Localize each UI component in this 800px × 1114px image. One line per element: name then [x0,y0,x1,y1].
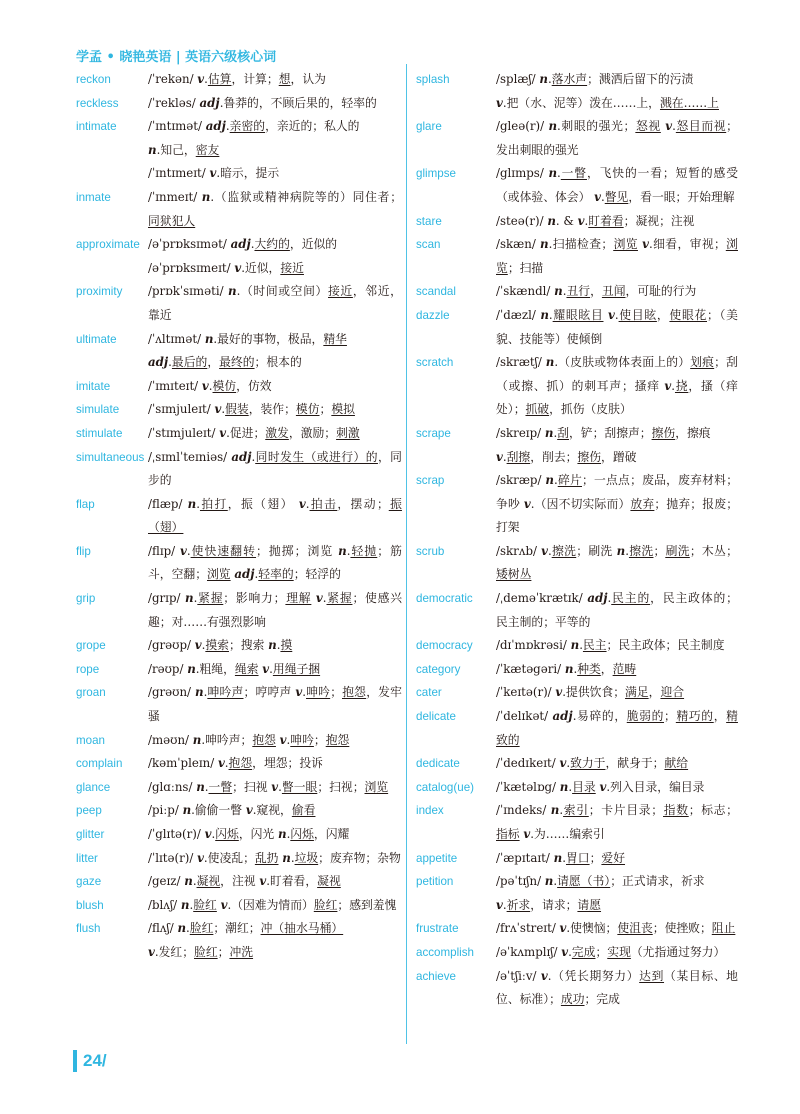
vocab-entry [416,280,738,304]
definition: /steə(r)/ n. & v.盯着看；凝视；注视 [496,213,695,228]
headword: scrap [416,474,445,488]
vocab-entry [76,115,402,186]
headword: intimate [76,120,117,134]
definition: /glɪmps/ n.一瞥，飞快的一看；短暂的感受（或体验、体会） v.瞥见，看一眼；开始理解 [496,166,738,204]
headword: blush [76,898,104,912]
vocab-entry [416,658,738,682]
vocab-entry [416,799,738,846]
vocab-entry [76,847,402,871]
vocab-entry [76,752,402,776]
headword: complain [76,757,123,771]
headword: simulate [76,403,120,417]
definition: /ˈɪnmeɪt/ n.（监狱或精神病院等的）同住者；同狱犯人 [148,189,402,228]
vocab-entry [416,681,738,705]
headword: index [416,804,444,818]
vocab-entry [416,351,738,422]
vocab-entry [76,634,402,658]
definition: /flɪp/ v.使快速翻转；抛掷；浏览 n.轻抛；筋斗，空翻；浏览 adj.轻率的；轻浮的 [148,543,402,582]
vocab-entry [76,870,402,894]
vocab-entry [76,280,402,327]
headword: grip [76,592,96,606]
vocab-entry [76,375,402,399]
headword: catalog(ue) [416,780,475,794]
vocab-entry [76,658,402,682]
definition: /ˈɪmɪteɪt/ v.模仿，仿效 [148,378,272,393]
headword: scrub [416,544,445,558]
vocab-entry [416,540,738,587]
vocab-entry [416,752,738,776]
headword: grope [76,639,106,653]
vocab-entry [416,941,738,965]
definition: /grəʊn/ n.呻吟声；哼哼声 v.呻吟；抱怨，发牢骚 [148,685,402,724]
vocab-entry [76,92,402,116]
vocab-entry [416,210,738,234]
headword: groan [76,686,106,700]
definition: /skræp/ n.碎片；一点点；废品，废弃材料；争吵 v.（因不切实际而）放弃；抛弃；报废；打架 [496,473,738,535]
headword: appetite [416,851,458,865]
definition: /ˈrekləs/ adj.鲁莽的，不顾后果的，轻率的 [148,95,377,110]
definition: /kəmˈpleɪn/ v.抱怨，埋怨；投诉 [148,756,323,771]
definition: /piːp/ n.偷偷一瞥 v.窥视，偷看 [148,803,316,818]
vocab-entry [76,894,402,918]
definition: /splæʃ/ n.落水声；溅洒后留下的污渍 v.把（水、泥等）泼在……上，溅在……上 [496,72,719,110]
headword: petition [416,875,454,889]
page-number: 24/ [73,1050,107,1072]
vocab-entry [76,446,402,493]
vocab-entry [76,681,402,728]
definition: /ˈsɪmjuleɪt/ v.假装，装作；模仿；模拟 [148,402,355,417]
definition: /ˈskændl/ n.丑行，丑闻，可耻的行为 [496,284,697,299]
headword: glare [416,120,442,134]
definition: /ˈdedɪkeɪt/ v.致力于，献身于；献给 [496,756,689,771]
definition: /ˈkætəgəri/ n.种类，范畴 [496,661,637,676]
definition: /əˈtʃiːv/ v.（凭长期努力）达到（某目标、地位、标准）；成功；完成 [496,968,738,1007]
headword: cater [416,686,442,700]
headword: glimpse [416,167,456,181]
definition: /əˈkʌmplɪʃ/ v.完成；实现（尤指通过努力） [496,944,726,959]
headword: peep [76,804,102,818]
definition: /ˈɪntɪmət/ adj.亲密的，亲近的；私人的 n.知己，密友 /ˈɪntɪmeɪt/ v.暗示，提示 [148,119,360,181]
vocab-entry [76,540,402,587]
headword: reckon [76,73,111,86]
headword: frustrate [416,922,459,936]
vocab-entry [76,186,402,233]
definition: /skrætʃ/ n.（皮肤或物体表面上的）划痕；刮（或擦、抓）的刺耳声；搔痒 v.挠，搔（痒处）；抓破，抓伤（皮肤） [496,355,738,417]
headword: glitter [76,828,105,841]
vocab-entry [416,233,738,280]
headword: imitate [76,379,111,393]
definition: /geɪz/ n.凝视，注视 v.盯着看，凝视 [148,874,341,889]
vocab-entry [416,917,738,941]
vocab-entry [76,398,402,422]
column-divider [406,64,407,1044]
definition: /ˈkeɪtə(r)/ v.提供饮食；满足，迎合 [496,685,685,700]
headword: stare [416,214,442,228]
vocab-entry [76,422,402,446]
headword: scratch [416,356,454,370]
vocab-entry [416,469,738,540]
headword: achieve [416,969,456,983]
vocab-entry [76,917,402,964]
definition: /prɒkˈsɪməti/ n.（时间或空间）接近，邻近，靠近 [148,284,402,322]
definition: /ˈkætəlɒg/ n.目录 v.列入目录，编目录 [496,779,705,794]
headword: glance [76,780,111,794]
definition: /skæn/ n.扫描检查；浏览 v.细看，审视；浏览；扫描 [496,237,738,275]
headword: flush [76,922,101,936]
headword: moan [76,733,106,747]
vocab-entry [76,493,402,540]
headword: scrape [416,426,451,440]
headword: litter [76,851,98,865]
vocab-entry [416,162,738,209]
headword: category [416,662,461,676]
vocab-entry [76,823,402,847]
definition: /ˈrekən/ v.估算，计算；想，认为 [148,72,326,86]
vocab-entry [416,776,738,800]
vocab-entry [416,965,738,1012]
vocab-entry [416,422,738,469]
vocab-entry [416,68,738,115]
definition: /ˈstɪmjuleɪt/ v.促进；激发，激励；刺激 [148,425,360,440]
definition: /blʌʃ/ n.脸红 v.（因难为情而）脸红；感到羞愧 [148,897,397,912]
headword: splash [416,73,450,86]
vocab-entry [76,68,402,92]
definition: /əˈprɒksɪmət/ adj.大约的，近似的 /əˈprɒksɪmeɪt/ v.近似，接近 [148,237,338,275]
definition: /ˈlɪtə(r)/ v.使凌乱；乱扔 n.垃圾；废弃物；杂物 [148,850,401,865]
vocab-entry [416,304,738,351]
running-header: 学孟 • 晓艳英语 | 英语六级核心词 [76,50,277,65]
headword: democracy [416,639,473,653]
right-column [416,68,738,1012]
headword: flip [76,544,91,558]
definition: /dɪˈmɒkrəsi/ n.民主；民主政体；民主制度 [496,638,725,653]
definition: /ˈglɪtə(r)/ v.闪烁，闪光 n.闪烁，闪耀 [148,827,350,841]
headword: accomplish [416,945,474,959]
vocab-entry [416,847,738,871]
headword: simultaneous [76,450,145,464]
definition: /rəʊp/ n.粗绳，绳索 v.用绳子捆 [148,661,321,676]
definition: /frʌˈstreɪt/ v.使懊恼；使沮丧；使挫败；阻止 [496,921,736,936]
definition: /skrʌb/ v.擦洗；刷洗 n.擦洗；刷洗；木丛；矮树丛 [496,543,738,582]
vocab-entry [76,328,402,375]
headword: gaze [76,875,102,889]
definition: /ˈɪndeks/ n.索引；卡片目录；指数；标志；指标 v.为……编索引 [496,803,738,841]
left-column [76,68,402,965]
vocab-entry [416,587,738,634]
vocab-entry [416,870,738,917]
definition: /ˈæpɪtaɪt/ n.胃口；爱好 [496,850,626,865]
headword: ultimate [76,332,117,346]
vocab-entry [76,776,402,800]
definition: /ˈʌltɪmət/ n.最好的事物，极品，精华 adj.最后的，最终的；根本的 [148,331,347,370]
definition: /məʊn/ n.呻吟声；抱怨 v.呻吟；抱怨 [148,732,350,747]
definition: /ˈdæzl/ n.耀眼眩目 v.使目眩，使眼花；（美貌、技能等）使倾倒 [496,307,738,346]
headword: reckless [76,96,119,110]
vocab-entry [76,799,402,823]
definition: /grɪp/ n.紧握；影响力；理解 v.紧握；使感兴趣；对……有强烈影响 [148,591,402,629]
vocab-entry [416,634,738,658]
headword: scandal [416,285,456,299]
definition: /flʌʃ/ n.脸红；潮红；冲（抽水马桶） v.发红；脸红；冲洗 [148,921,344,959]
definition: /glɑːns/ n.一瞥；扫视 v.瞥一眼；扫视；浏览 [148,779,389,794]
headword: stimulate [76,426,123,440]
headword: inmate [76,190,111,204]
vocab-entry [76,233,402,280]
headword: dedicate [416,757,460,771]
definition: /skreɪp/ n.刮，铲；刮擦声；擦伤，擦痕 v.刮擦，削去；擦伤，蹭破 [496,425,711,464]
definition: /flæp/ n.拍打，振（翅） v.拍击，摆动；振（翅） [148,496,402,535]
vocab-entry [76,729,402,753]
headword: scan [416,238,441,252]
definition: /pəˈtɪʃn/ n.请愿（书）；正式请求，祈求 v.祈求，请求；请愿 [496,874,705,912]
headword: democratic [416,592,473,606]
headword: proximity [76,285,123,299]
headword: approximate [76,238,140,252]
definition: /gleə(r)/ n.刺眼的强光；怒视 v.怒目而视；发出刺眼的强光 [496,119,738,157]
headword: flap [76,497,95,511]
headword: dazzle [416,308,450,322]
vocab-entry [76,587,402,634]
headword: rope [76,662,100,676]
definition: /grəʊp/ v.摸索；搜索 n.摸 [148,638,293,653]
definition: /ˈdelɪkət/ adj.易碎的，脆弱的；精巧的，精致的 [496,709,738,747]
definition: /ˌdeməˈkrætɪk/ adj.民主的，民主政体的；民主制的；平等的 [496,591,738,629]
headword: delicate [416,710,456,724]
definition: /ˌsɪmlˈteɪniəs/ adj.同时发生（或进行）的，同步的 [148,449,402,488]
vocab-entry [416,705,738,752]
vocab-entry [416,115,738,162]
